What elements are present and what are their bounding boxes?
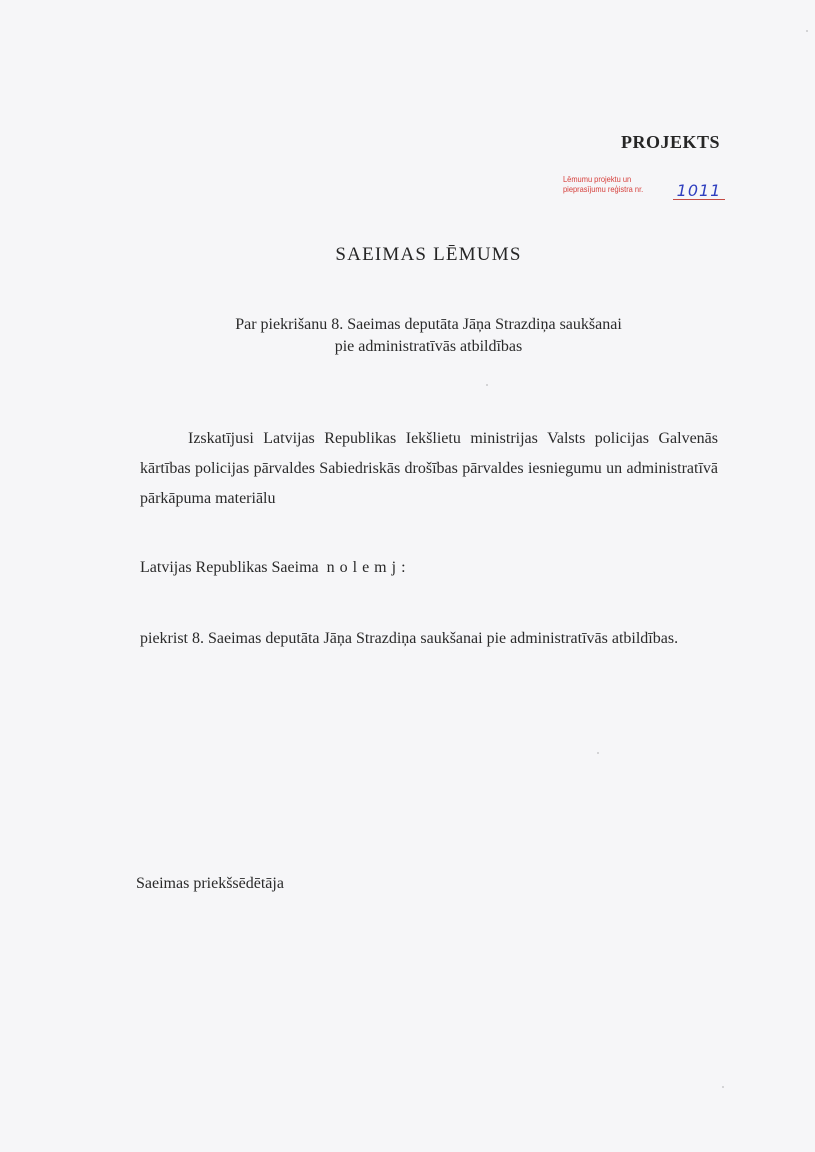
scan-speck <box>486 384 488 386</box>
decision-paragraph: piekrist 8. Saeimas deputāta Jāņa Strazdiņa saukšanai pie administratīvās atbildības. <box>140 630 679 647</box>
scan-speck <box>722 1086 724 1088</box>
preamble-paragraph: Izskatījusi Latvijas Republikas Iekšlietu ministrijas Valsts policijas Galvenās kārtības policijas pārvaldes Sabiedriskās drošības pārvaldes iesniegumu un administratīvā pārkāpuma materiālu <box>140 430 718 507</box>
decides-prefix: Latvijas Republikas Saeima <box>140 559 319 576</box>
scan-speck <box>806 30 808 32</box>
decides-word: nolemj: <box>326 559 411 576</box>
stamp-line-1: Lēmumu projektu un <box>563 174 632 184</box>
stamp-line-2-label: pieprasījumu reģistra nr. <box>563 184 644 194</box>
signature-line: Saeimas priekšsēdētāja <box>136 875 284 892</box>
subtitle-line-2: pie administratīvās atbildības <box>334 338 523 355</box>
subtitle-line-1: Par piekrišanu 8. Saeimas deputāta Jāņa Strazdiņa saukšanai <box>235 316 622 333</box>
document-title: SAEIMAS LĒMUMS <box>335 244 522 265</box>
registry-stamp <box>563 174 743 210</box>
projekts-label: PROJEKTS <box>620 132 720 152</box>
scan-speck <box>597 752 599 754</box>
decides-line <box>140 557 411 579</box>
document-subtitle <box>0 314 815 358</box>
registry-number: 1011 <box>673 183 725 200</box>
